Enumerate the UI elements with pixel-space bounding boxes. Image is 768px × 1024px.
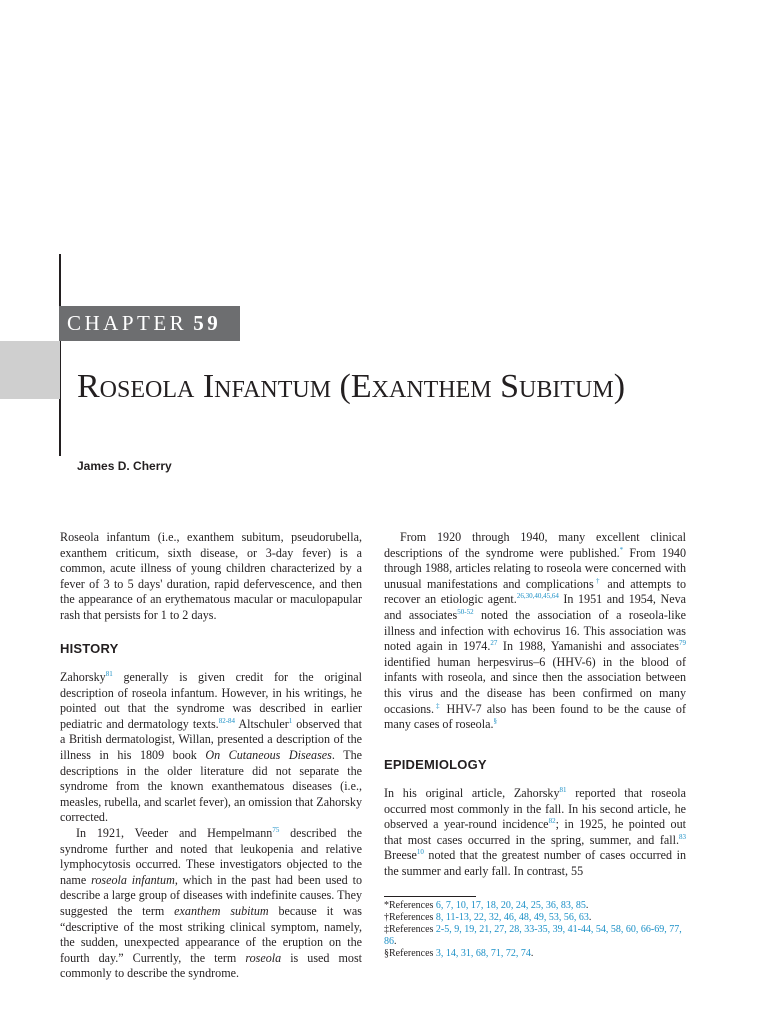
footnote: *References 6, 7, 10, 17, 18, 20, 24, 25, 36, 83, 85. xyxy=(384,900,589,911)
citation[interactable]: 83 xyxy=(679,832,686,841)
footnote-refs[interactable]: 3, 14, 31, 68, 71, 72, 74 xyxy=(435,948,531,959)
footnote: ‡References 2-5, 9, 19, 21, 27, 28, 33-35, 39, 41-44, 54, 58, 60, 66-69, 77, 86. xyxy=(384,924,682,947)
chapter-title: Roseola Infantum (Exanthem Subitum) xyxy=(77,368,626,405)
citation[interactable]: † xyxy=(593,576,602,585)
citation[interactable]: 82 xyxy=(548,817,556,826)
intro-paragraph: Roseola infantum (i.e., exanthem subitum, pseudorubella, exanthem criticum, sixth disease, or 3-day fever) is a common, acute illness of young children characterized by a fever of 3 to 5 days' duration, rapid defervescence, and then the appearance of an erythematous macular or maculopapular rash that persists for 1 to 2 days. xyxy=(60,530,362,622)
history-text xyxy=(60,670,362,982)
citation[interactable]: 82-84 xyxy=(218,716,236,725)
history-paragraph-1: Zahorsky$^{81}$ generally is given credit for the original description of roseola infantum. However, in his writings, he pointed out that the syndrome was described in earlier pediatric and dermatology texts.$^{82-84}$ Altschuler$^1$ observed that a British dermatologist, Willan, presented a description of the illness in his 1809 book On Cutaneous Diseases. The descriptions in the older literature did not separate the syndrome from the known exanthematous diseases (i.e., measles, rubella, and scarlet fever), an omission that Zahorsky corrected. xyxy=(60,669,363,825)
epidemiology-text xyxy=(384,786,686,880)
epidemiology-paragraph: In his original article, Zahorsky$^{81}$ reported that roseola occurred most commonly in the fall. In his second article, he observed a year-round incidence$^{82}$; in 1925, he pointed out that most cases occurred in the spring, summer, and fall.$^{83}$ Breese$^{10}$ noted that the greatest number of cases occurred in the summer and early fall. In contrast, 55 xyxy=(384,785,686,878)
citation[interactable]: 81 xyxy=(105,669,113,678)
citation[interactable]: 1 xyxy=(288,716,293,725)
citation[interactable]: 79 xyxy=(679,639,686,648)
citation[interactable]: 26,30,40,45,64 xyxy=(516,592,559,601)
citation[interactable]: 50-52 xyxy=(457,607,474,616)
author: James D. Cherry xyxy=(77,459,172,473)
footnote: §References 3, 14, 31, 68, 71, 72, 74. xyxy=(384,948,534,959)
citation[interactable]: § xyxy=(493,717,497,726)
footnotes xyxy=(384,900,694,960)
history-heading: HISTORY xyxy=(60,641,119,656)
footnote-refs[interactable]: 8, 11-13, 22, 32, 46, 48, 49, 53, 56, 63 xyxy=(435,912,589,923)
footnote-refs[interactable]: 6, 7, 10, 17, 18, 20, 24, 25, 36, 83, 85 xyxy=(435,900,586,911)
citation[interactable]: 27 xyxy=(490,639,498,648)
background-text xyxy=(384,530,686,733)
background-paragraph: From 1920 through 1940, many excellent clinical descriptions of the syndrome were published.* From 1940 through 1988, articles relating to roseola were concerned with unusual manifestations and complications† and attempts to recover an etiologic agent.$^{26,30,40,45,64}$ In 1951 and 1954, Neva and associates$^{50-52}$ noted the association of a roseola-like illness and infection with echovirus 16. This association was noted again in 1974.27 In 1988, Yamanishi and associates$^{79}$ identified human herpesvirus–6 (HHV-6) in the blood of infants with roseola, and since then the association between this virus and the disease has been confirmed on many occasions.‡ HHV-7 also has been found to be the cause of many cases of roseola.§ xyxy=(384,530,686,732)
citation[interactable]: * xyxy=(619,545,624,554)
chapter-label: CHAPTER 59 xyxy=(59,306,240,341)
citation[interactable]: 75 xyxy=(272,825,280,834)
footnote-rule xyxy=(384,896,476,897)
history-paragraph-2: In 1921, Veeder and Hempelmann$^{75}$ described the syndrome further and noted that leukopenia and relative lymphocytosis occurred. These investigators objected to the name roseola infantum, which in the past had been used to describe a large group of diseases with indefinite causes. They suggested the term exanthem subitum because it was “descriptive of the most striking clinical symptom, namely, the sudden, unexpected appearance of the eruption on the fourth day.” Currently, the term roseola is used most commonly to describe the syndrome. xyxy=(60,825,363,981)
citation[interactable]: 81 xyxy=(559,785,567,794)
chapter-number: 59 xyxy=(193,311,222,335)
citation[interactable]: ‡ xyxy=(434,701,442,710)
footnote-refs[interactable]: 2-5, 9, 19, 21, 27, 28, 33-35, 39, 41-44, 54, 58, 60, 66-69, 77, 86 xyxy=(384,924,682,947)
chapter-tab-block xyxy=(0,341,60,399)
citation[interactable]: 10 xyxy=(416,848,424,857)
epidemiology-heading: EPIDEMIOLOGY xyxy=(384,757,487,772)
footnote: †References 8, 11-13, 22, 32, 46, 48, 49, 53, 56, 63. xyxy=(384,912,592,923)
